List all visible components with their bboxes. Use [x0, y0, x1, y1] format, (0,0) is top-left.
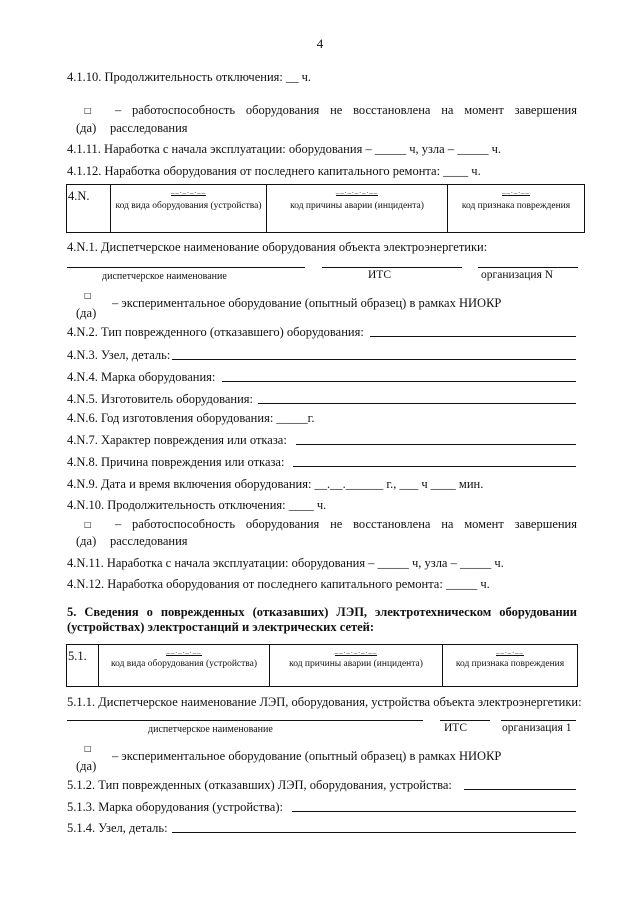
- equipment-type-code-cell[interactable]: __._._.__ код вида оборудования (устройства): [115, 187, 262, 211]
- checkbox-icon[interactable]: □: [84, 744, 92, 753]
- restore-statement-cont: расследования: [110, 534, 188, 548]
- checkbox-icon[interactable]: □: [84, 106, 92, 115]
- item-4-n-2: 4.N.2. Тип поврежденного (отказавшего) оборудования:: [67, 325, 364, 339]
- org-n-label: организация N: [481, 269, 554, 281]
- item-4-n-12: 4.N.12. Наработка оборудования от последнего капитального ремонта: _____ ч.: [67, 577, 490, 591]
- its-label: ИТС: [368, 269, 391, 281]
- item-4-n-11: 4.N.11. Наработка с начала эксплуатации: оборудования – _____ ч, узла – _____ ч.: [67, 556, 504, 570]
- dispatch-name-field[interactable]: [67, 267, 305, 268]
- dispatch-name-field[interactable]: [67, 720, 423, 721]
- item-4-n-6: 4.N.6. Год изготовления оборудования: _____г.: [67, 411, 315, 425]
- item-4-n-7: 4.N.7. Характер повреждения или отказа:: [67, 433, 287, 447]
- equipment-brand-field[interactable]: [222, 381, 576, 382]
- item-4-n-5: 4.N.5. Изготовитель оборудования:: [67, 392, 254, 406]
- equipment-type-code-cell[interactable]: __._._.__ код вида оборудования (устройства): [110, 647, 258, 669]
- item-4-n-9: 4.N.9. Дата и время включения оборудования: __.__.______ г., ___ ч ____ мин.: [67, 477, 484, 491]
- node-detail-field[interactable]: [172, 359, 576, 360]
- item-4-1-10: 4.1.10. Продолжительность отключения: __ ч.: [67, 70, 312, 84]
- table-id: 5.1.: [67, 645, 99, 687]
- restore-statement: – работоспособность оборудования не восстановлена на момент завершения: [115, 103, 577, 117]
- checkbox-yes-label: (да): [76, 306, 97, 320]
- section-5-heading: 5. Сведения о поврежденных (отказавших) ЛЭП, электротехническом оборудовании (устройствах) электростанций и электрических сетей:: [67, 605, 577, 634]
- item-4-n-3: 4.N.3. Узел, деталь:: [67, 348, 171, 362]
- org-1-label: организация 1: [502, 722, 572, 734]
- experimental-statement: – экспериментальное оборудование (опытный образец) в рамках НИОКР: [112, 749, 502, 763]
- checkbox-yes-label: (да): [76, 121, 97, 135]
- damage-sign-code-cell[interactable]: __._.__ код признака повреждения: [461, 187, 571, 211]
- code-table-5-1: [66, 644, 578, 687]
- equipment-brand-field[interactable]: [292, 811, 576, 812]
- failure-cause-field[interactable]: [293, 466, 576, 467]
- manufacturer-field[interactable]: [258, 403, 576, 404]
- item-4-1-12: 4.1.12. Наработка оборудования от последнего капитального ремонта: ____ ч.: [67, 164, 481, 178]
- failure-cause-code-cell[interactable]: __._._._.__ код причины аварии (инцидента): [289, 647, 423, 669]
- dispatch-name-label: диспетчерское наименование: [102, 271, 227, 282]
- its-field[interactable]: [322, 267, 462, 268]
- item-5-1-1: 5.1.1. Диспетчерское наименование ЛЭП, оборудования, устройства объекта электроэнергетики:: [67, 695, 582, 709]
- item-4-n-8: 4.N.8. Причина повреждения или отказа:: [67, 455, 285, 469]
- its-label: ИТС: [444, 722, 467, 734]
- item-4-n-4: 4.N.4. Марка оборудования:: [67, 370, 216, 384]
- item-5-1-2: 5.1.2. Тип поврежденных (отказавших) ЛЭП, оборудования, устройства:: [67, 778, 452, 792]
- dispatch-name-label: диспетчерское наименование: [148, 724, 273, 735]
- damage-sign-code-cell[interactable]: __._.__ код признака повреждения: [455, 647, 565, 669]
- line-type-field[interactable]: [464, 789, 576, 790]
- item-5-1-3: 5.1.3. Марка оборудования (устройства):: [67, 800, 283, 814]
- item-4-n-1: 4.N.1. Диспетчерское наименование оборудования объекта электроэнергетики:: [67, 240, 488, 254]
- restore-statement: – работоспособность оборудования не восстановлена на момент завершения: [115, 517, 577, 531]
- org-1-field[interactable]: [501, 720, 576, 721]
- node-detail-field[interactable]: [172, 832, 576, 833]
- damage-character-field[interactable]: [296, 444, 576, 445]
- page-number: 4: [316, 36, 324, 51]
- its-field[interactable]: [440, 720, 490, 721]
- checkbox-yes-label: (да): [76, 759, 97, 773]
- code-table-4n: [66, 184, 585, 233]
- restore-statement-cont: расследования: [110, 121, 188, 135]
- checkbox-icon[interactable]: □: [84, 291, 92, 300]
- equipment-type-field[interactable]: [370, 336, 576, 337]
- item-4-1-11: 4.1.11. Наработка с начала эксплуатации: оборудования – _____ ч, узла – _____ ч.: [67, 142, 501, 156]
- experimental-statement: – экспериментальное оборудование (опытный образец) в рамках НИОКР: [112, 296, 502, 310]
- org-n-field[interactable]: [478, 267, 578, 268]
- checkbox-yes-label: (да): [76, 534, 97, 548]
- failure-cause-code-cell[interactable]: __._._._.__ код причины аварии (инцидента): [290, 187, 424, 211]
- checkbox-icon[interactable]: □: [84, 520, 92, 529]
- table-id: 4.N.: [67, 185, 111, 233]
- item-5-1-4: 5.1.4. Узел, деталь:: [67, 821, 168, 835]
- item-4-n-10: 4.N.10. Продолжительность отключения: ____ ч.: [67, 498, 327, 512]
